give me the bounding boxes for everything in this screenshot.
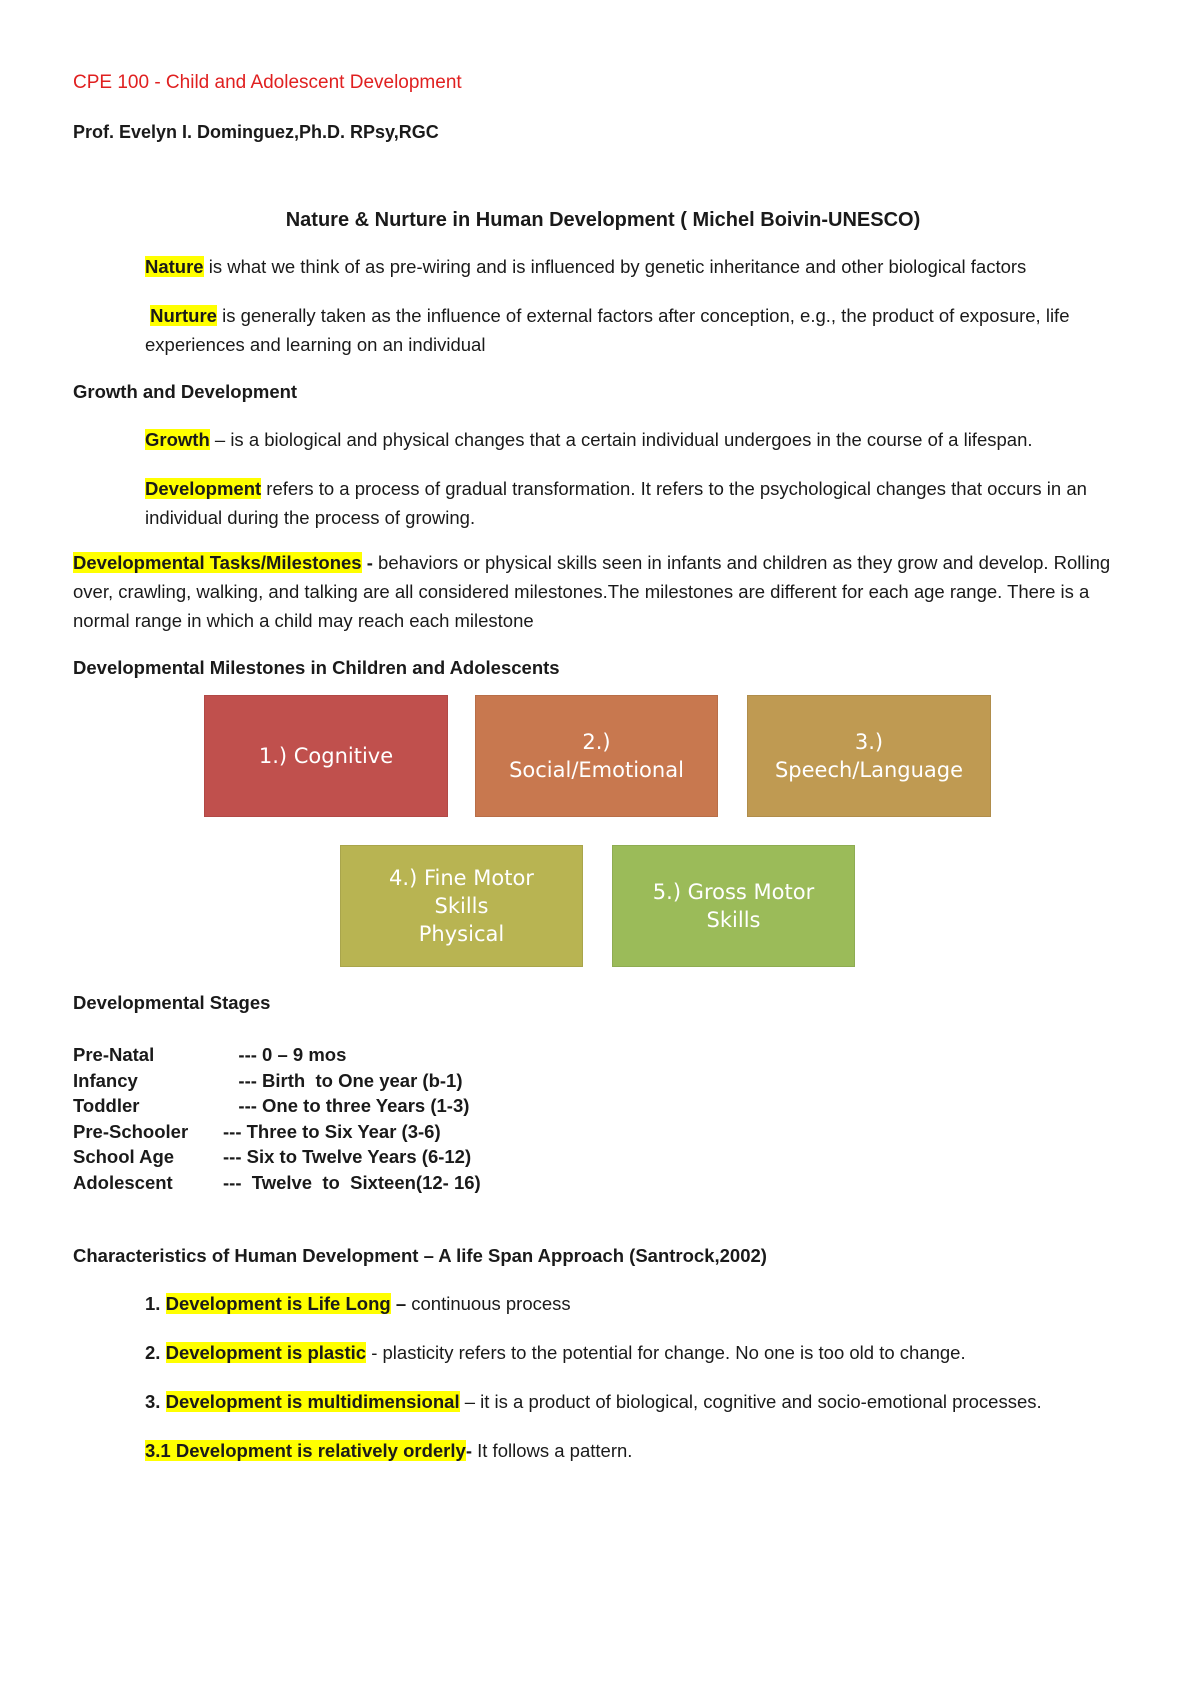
bullet-icon [73, 301, 145, 359]
term-highlight: Development [145, 478, 262, 499]
characteristics-list [73, 1289, 1133, 1465]
definition-text: is what we think of as pre-wiring and is influenced by genetic inheritance and other biological factors [203, 256, 1027, 277]
milestones-diagram [73, 695, 1133, 990]
stage-range: --- One to three Years (1-3) [223, 1095, 470, 1116]
stages-list [73, 1042, 1133, 1195]
list-item [73, 474, 1133, 532]
item-number: 1. [145, 1293, 166, 1314]
term-highlight: Development is plastic [165, 1342, 367, 1363]
list-item [73, 1436, 1133, 1465]
milestone-box-cognitive: 1.) Cognitive [204, 695, 448, 817]
section-heading: Growth and Development [73, 381, 298, 402]
milestone-box-fine-motor: 4.) Fine Motor Skills Physical [340, 845, 583, 967]
stage-name: Pre-Natal [73, 1044, 155, 1065]
course-title: CPE 100 - Child and Adolescent Development [73, 72, 462, 93]
term-highlight: Development is Life Long [165, 1293, 391, 1314]
bullet-icon [73, 1387, 145, 1416]
bullet-icon [73, 1436, 145, 1465]
professor-name: Prof. Evelyn I. Dominguez,Ph.D. RPsy,RGC [73, 122, 439, 142]
definition-text: is generally taken as the influence of external factors after conception, e.g., the product of exposure, life experiences and learning on an individual [145, 305, 1070, 355]
list-item [73, 1387, 1133, 1416]
section-heading: Developmental Milestones in Children and Adolescents [73, 657, 560, 678]
term-highlight: Nature [145, 256, 204, 277]
list-item [73, 1338, 1133, 1367]
bullet-icon [73, 425, 145, 454]
bullet-icon [73, 252, 145, 281]
term-highlight: Developmental Tasks/Milestones [73, 552, 362, 573]
stage-row [73, 1119, 1133, 1145]
list-item [73, 1289, 1133, 1318]
list-item [73, 252, 1133, 281]
bullet-icon [73, 474, 145, 532]
growth-list [73, 425, 1133, 532]
bullet-icon [73, 1289, 145, 1318]
document-page [73, 72, 1133, 1465]
nature-nurture-list [73, 252, 1133, 359]
stage-row [73, 1042, 1133, 1068]
stage-range: --- Six to Twelve Years (6-12) [223, 1146, 472, 1167]
definition-text: It follows a pattern. [477, 1440, 633, 1461]
bullet-icon [73, 1338, 145, 1367]
section-heading: Developmental Stages [73, 992, 271, 1013]
document-title: Nature & Nurture in Human Development ( Michel Boivin-UNESCO) [285, 209, 921, 231]
definition-text: – is a biological and physical changes that a certain individual undergoes in the course of a lifespan. [209, 429, 1033, 450]
term-highlight: 3.1 Development is relatively orderly [145, 1440, 466, 1461]
stage-range: --- Birth to One year (b-1) [223, 1069, 463, 1091]
stage-range: --- Twelve to Sixteen(12- 16) [223, 1171, 481, 1193]
definition-text: refers to a process of gradual transformation. It refers to the psychological changes that occurs in an individual during the process of growing. [145, 478, 1087, 528]
list-item [73, 425, 1133, 454]
stage-name: School Age [73, 1146, 175, 1167]
stage-range: --- Three to Six Year (3-6) [223, 1120, 441, 1142]
stage-name: Pre-Schooler [73, 1120, 189, 1142]
stage-row [73, 1093, 1133, 1119]
milestones-paragraph [73, 548, 1133, 635]
term-highlight: Development is multidimensional [165, 1391, 460, 1412]
item-number: 3. [145, 1391, 166, 1412]
stage-row [73, 1170, 1133, 1196]
milestone-box-social-emotional: 2.) Social/Emotional [475, 695, 718, 817]
milestone-box-speech-language: 3.) Speech/Language [747, 695, 991, 817]
stage-name: Infancy [73, 1069, 138, 1091]
definition-text: – it is a product of biological, cognitive and socio-emotional processes. [464, 1391, 1042, 1412]
milestone-box-gross-motor: 5.) Gross Motor Skills [612, 845, 855, 967]
section-heading: Characteristics of Human Development – A life Span Approach (Santrock,2002) [73, 1245, 767, 1266]
term-highlight: Nurture [150, 305, 217, 326]
term-highlight: Growth [145, 429, 210, 450]
separator: – [390, 1293, 412, 1314]
definition-text: continuous process [411, 1293, 571, 1314]
dash-separator: - [361, 552, 379, 573]
definition-text: - plasticity refers to the potential for change. No one is too old to change. [371, 1342, 966, 1363]
separator: - [465, 1440, 478, 1461]
definition-text: behaviors or physical skills seen in infants and children as they grow and develop. Rolling over, crawling, walking, and talking are all considered milestones.The milestones are different for each age range. There is a normal range in which a child may reach each milestone [73, 552, 1111, 631]
stage-row [73, 1144, 1133, 1170]
stage-row [73, 1068, 1133, 1094]
list-item [73, 301, 1133, 359]
item-number: 2. [145, 1342, 166, 1363]
stage-name: Toddler [73, 1095, 140, 1116]
stage-range: --- 0 – 9 mos [223, 1044, 347, 1065]
stage-name: Adolescent [73, 1171, 173, 1193]
